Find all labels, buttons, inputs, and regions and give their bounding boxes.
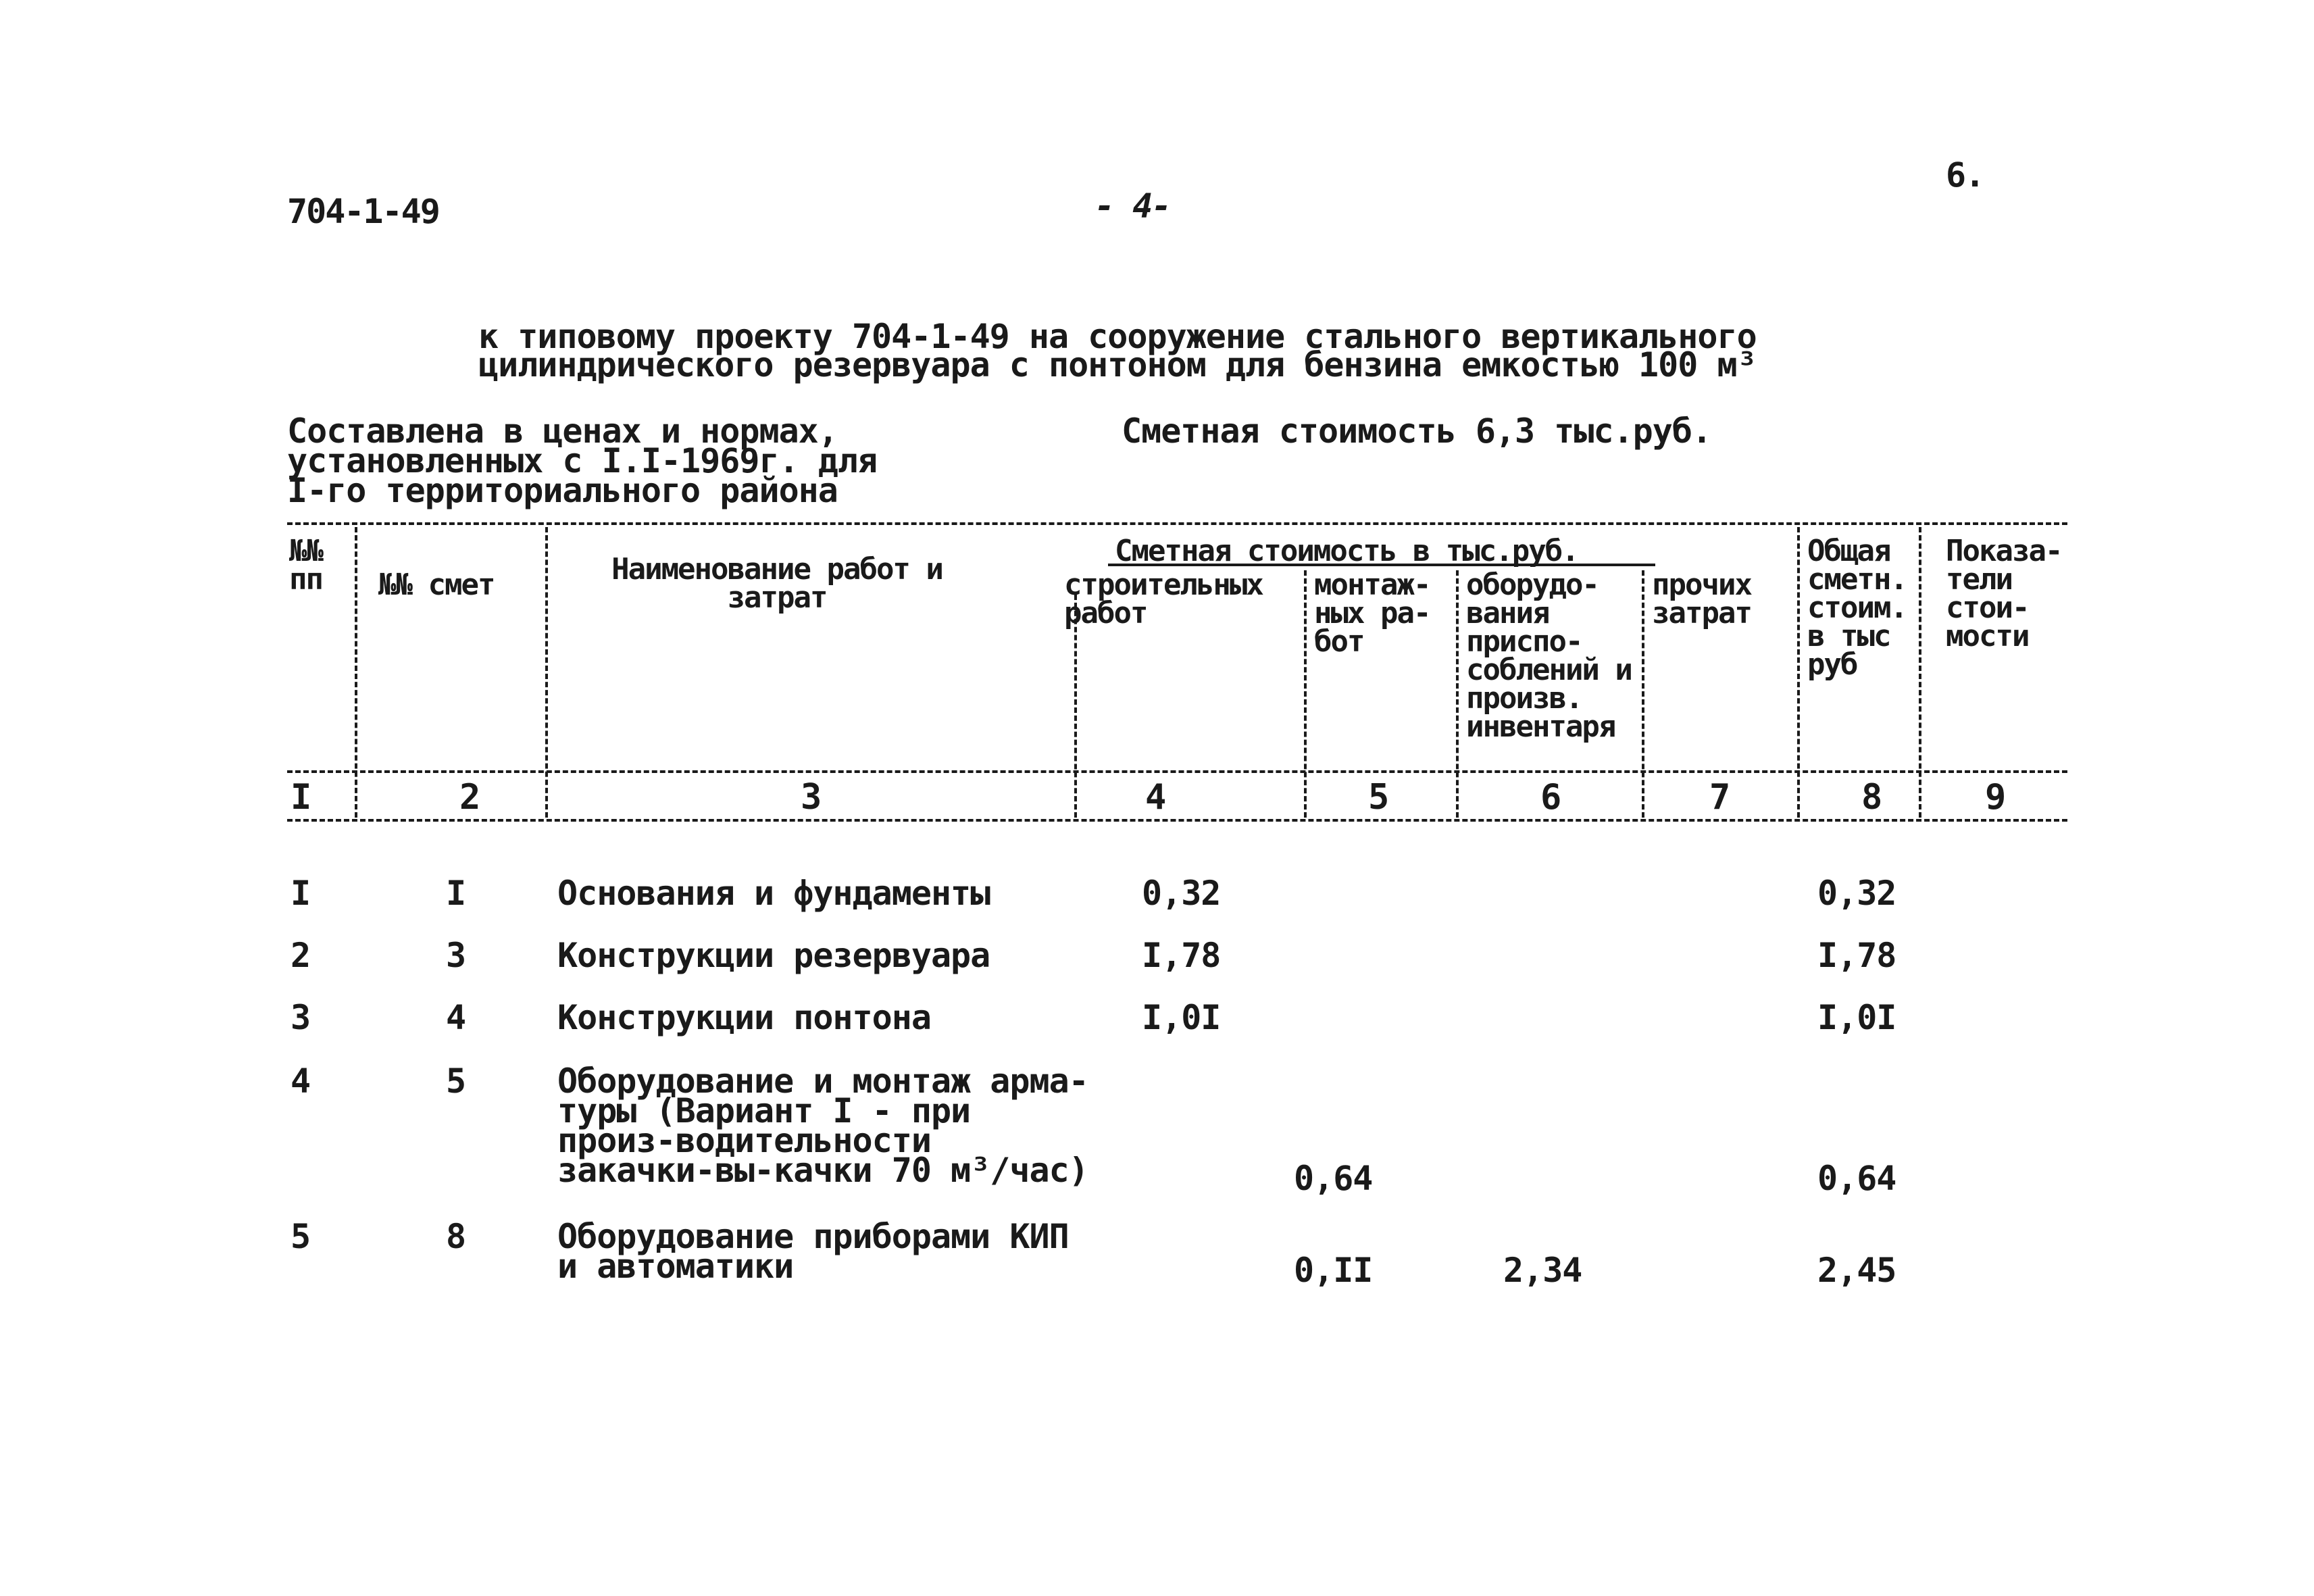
construction-cost: I,0I bbox=[1142, 998, 1221, 1037]
col-header-indicators: Показа-тели стои-мости bbox=[1946, 534, 2062, 653]
divider-2 bbox=[545, 527, 548, 818]
col-header-equipment: оборудо-вания приспо-соблений и произв. инвентаря bbox=[1466, 568, 1632, 744]
total-cost: 0,32 bbox=[1817, 874, 1896, 913]
work-name: Основания и фундаменты bbox=[557, 874, 990, 913]
divider-8 bbox=[1919, 527, 1921, 818]
col-header-installation: монтаж-ных ра-бот bbox=[1314, 568, 1430, 659]
numbers-rule bbox=[287, 819, 2067, 822]
row-number: 4 bbox=[291, 1062, 311, 1101]
col-number: 9 bbox=[1985, 777, 2007, 818]
col-header-group: Сметная стоимость в тыс.руб. bbox=[1115, 534, 1578, 568]
col-number: 2 bbox=[459, 777, 481, 818]
total-cost: I,78 bbox=[1817, 936, 1896, 975]
total-cost: I,0I bbox=[1817, 998, 1896, 1037]
divider-4 bbox=[1304, 570, 1307, 818]
divider-5 bbox=[1456, 570, 1459, 818]
col-header-construction: строительных работ bbox=[1064, 568, 1263, 630]
work-name: Оборудование и монтаж арма-туры (Вариант I - при произ-водительности закачки-вы-качки 70 м³/час) bbox=[557, 1062, 1088, 1190]
divider-6 bbox=[1642, 570, 1644, 818]
composed-line-2: установленных с I.I-1969г. для bbox=[287, 441, 878, 480]
col-number: I bbox=[291, 777, 312, 818]
title-line-2: цилиндрического резервуара с понтоном для бензина емкостью 100 м³ bbox=[478, 345, 1757, 384]
construction-cost: 0,32 bbox=[1142, 874, 1221, 913]
col-number: 4 bbox=[1145, 777, 1167, 818]
col-header-row-no: №№ пп bbox=[289, 534, 322, 597]
work-name: Оборудование приборами КИП и автоматики bbox=[557, 1217, 1069, 1286]
col-header-work-name: Наименование работ и затрат bbox=[611, 552, 942, 615]
estimate-number: 3 bbox=[446, 936, 466, 975]
composed-line-3: I-го территориального района bbox=[287, 471, 838, 510]
col-header-total: Общая сметн. стоим. в тыс руб bbox=[1807, 534, 1907, 682]
table-top-rule bbox=[287, 522, 2067, 525]
equipment-cost: 2,34 bbox=[1503, 1251, 1582, 1290]
work-name: Конструкции понтона bbox=[557, 998, 931, 1037]
row-number: I bbox=[291, 874, 311, 913]
col-number: 8 bbox=[1861, 777, 1883, 818]
header-rule bbox=[287, 770, 2067, 773]
estimated-cost: Сметная стоимость 6,3 тыс.руб. bbox=[1122, 412, 1712, 451]
col-number: 6 bbox=[1540, 777, 1562, 818]
col-number: 7 bbox=[1709, 777, 1731, 818]
total-cost: 2,45 bbox=[1817, 1251, 1896, 1290]
estimate-number: 4 bbox=[446, 998, 466, 1037]
work-name: Конструкции резервуара bbox=[557, 936, 990, 975]
page-marker: - 4- bbox=[1095, 186, 1171, 226]
col-number: 3 bbox=[801, 777, 822, 818]
divider-7 bbox=[1797, 527, 1800, 818]
installation-cost: 0,64 bbox=[1294, 1159, 1373, 1198]
col-header-other: прочих затрат bbox=[1652, 568, 1751, 630]
sheet-number: 6. bbox=[1946, 155, 1984, 195]
installation-cost: 0,II bbox=[1294, 1251, 1373, 1290]
estimate-number: 5 bbox=[446, 1062, 466, 1101]
col-number: 5 bbox=[1368, 777, 1390, 818]
row-number: 3 bbox=[291, 998, 311, 1037]
composed-line-1: Составлена в ценах и нормах, bbox=[287, 412, 838, 451]
estimate-number: I bbox=[446, 874, 466, 913]
title-line-1: к типовому проекту 704-1-49 на сооружение стального вертикального bbox=[478, 317, 1757, 356]
total-cost: 0,64 bbox=[1817, 1159, 1896, 1198]
estimate-number: 8 bbox=[446, 1217, 466, 1256]
document-code: 704-1-49 bbox=[287, 192, 439, 231]
row-number: 5 bbox=[291, 1217, 311, 1256]
col-header-estimate-no: №№ смет bbox=[378, 568, 495, 602]
row-number: 2 bbox=[291, 936, 311, 975]
construction-cost: I,78 bbox=[1142, 936, 1221, 975]
divider-1 bbox=[355, 527, 357, 818]
